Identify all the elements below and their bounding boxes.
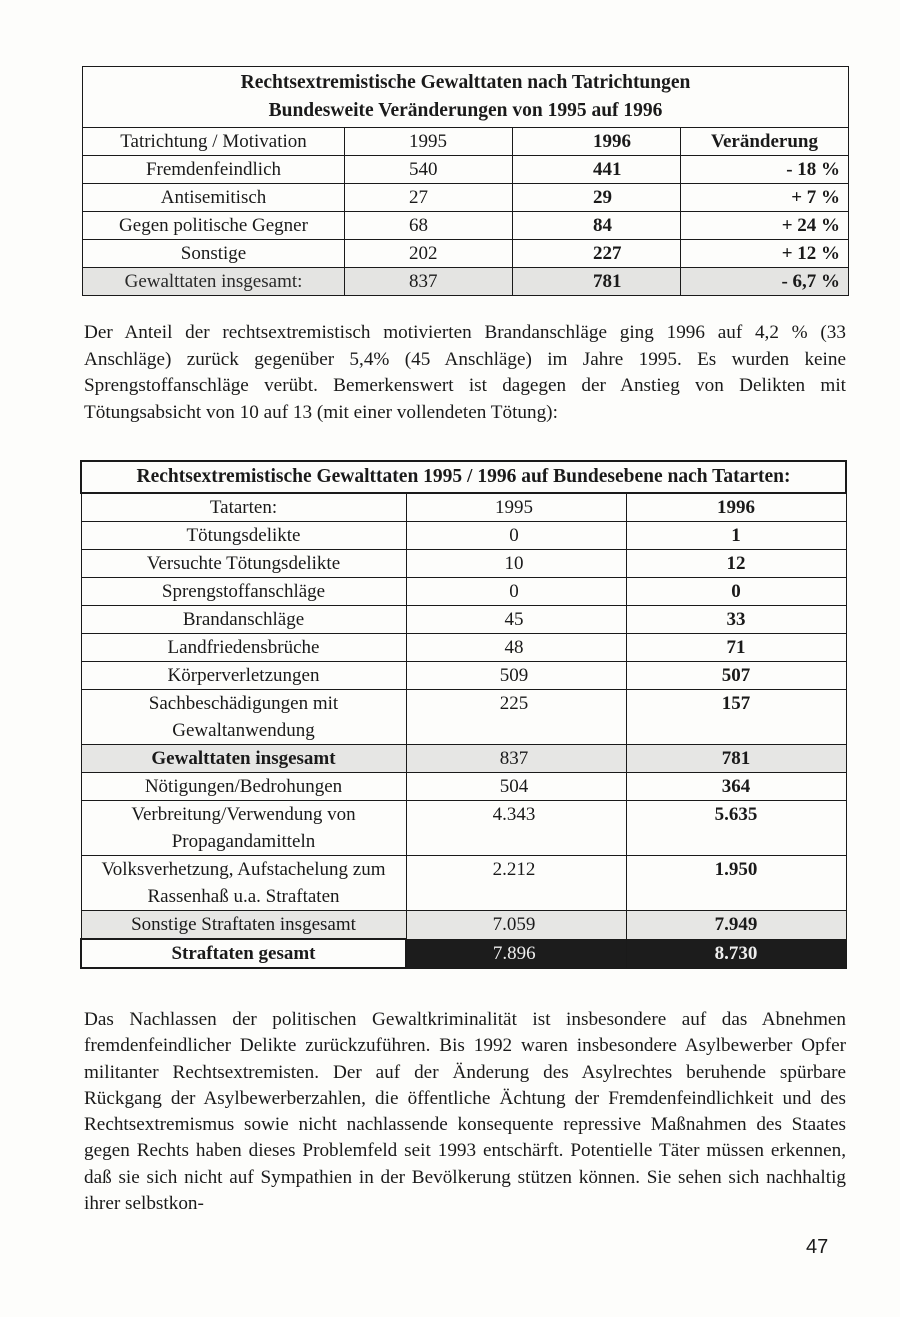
table-cell: 0 [406,522,626,550]
table-cell: 540 [345,156,513,184]
table-cell: Tötungsdelikte [81,522,406,550]
page-number: 47 [806,1236,829,1258]
table-title-row [81,461,846,493]
table-title-line-2: Bundesweite Veränderungen von 1995 auf 1996 [268,100,663,121]
table-cell: 781 [626,745,846,773]
table-cell: 837 [406,745,626,773]
table-title: Rechtsextremistische Gewalttaten 1995 / 1996 auf Bundesebene nach Tatarten: [81,461,846,493]
table-cell: Antisemitisch [83,184,345,212]
body-paragraph-2: Das Nachlassen der politischen Gewaltkriminalität ist insbesondere auf das Abnehmen fremdenfeindlicher Delikte zurückzuführen. Bis 1992 waren insbesondere Asylbewerber Opfer militanter Rechtsextremisten. Der auf der Änderung des Asylrechtes beruhende spürbare Rückgang der Asylbewerberzahlen, die öffentliche Ächtung der Fremdenfeindlichkeit und des Rechtsextremismus sowie nicht nachlassende konsequente repressive Maßnahmen des Staates gegen Rechts haben dieses Problemfeld seit 1993 entschärft. Potentielle Täter müssen erkennen, daß sie sich nicht auf Sympathien in der Bevölkerung stützen können. Sie sehen sich nachhaltig ihrer selbstkon- [84,1009,846,1215]
table-cell: Fremdenfeindlich [83,156,345,184]
table-cell: Sonstige [83,240,345,268]
table-row [81,801,846,856]
table-row [81,606,846,634]
table-violence-by-offense [80,460,847,969]
table-cell: 781 [513,268,681,296]
table-cell: 12 [626,550,846,578]
table-cell: Sachbeschädigungen mit Gewaltanwendung [81,690,406,745]
table-cell: 227 [513,240,681,268]
table-cell: 68 [345,212,513,240]
table-cell: + 24 % [681,212,849,240]
table-title [83,67,849,128]
table-cell: - 18 % [681,156,849,184]
header-cell: Tatrichtung / Motivation [83,128,345,156]
table-cell: + 7 % [681,184,849,212]
header-cell: Tatarten: [81,493,406,522]
table-row [83,212,849,240]
table-cell: 225 [406,690,626,745]
table-cell: 1.950 [626,856,846,911]
table-cell: Gegen politische Gegner [83,212,345,240]
table-cell: Straftaten gesamt [81,939,406,968]
table-cell: Landfriedensbrüche [81,634,406,662]
table-title-row [83,67,849,128]
table-row [81,522,846,550]
table-row [81,773,846,801]
header-cell: 1995 [406,493,626,522]
table-row [83,240,849,268]
table-cell: 364 [626,773,846,801]
header-cell: 1996 [513,128,681,156]
table-cell: 7.949 [626,911,846,940]
table-violence-by-motivation [82,66,849,296]
table-header-row [83,128,849,156]
table-header-row [81,493,846,522]
table-cell: 71 [626,634,846,662]
table-cell: Brandanschläge [81,606,406,634]
table-cell: 507 [626,662,846,690]
table-row [83,184,849,212]
table-cell: Nötigungen/Bedrohungen [81,773,406,801]
table-cell: Verbreitung/Verwendung von Propagandamitteln [81,801,406,856]
table-subtotal-row [81,911,846,940]
table-cell: 7.059 [406,911,626,940]
table-cell: Sonstige Straftaten insgesamt [81,911,406,940]
table-row [81,634,846,662]
table-cell: Körperverletzungen [81,662,406,690]
table-title-line-1: Rechtsextremistische Gewalttaten nach Tatrichtungen [240,72,691,93]
table-cell: 8.730 [626,939,846,968]
table-subtotal-row [81,745,846,773]
table-cell: 4.343 [406,801,626,856]
header-cell: 1996 [626,493,846,522]
table-cell: 0 [626,578,846,606]
table-row [83,156,849,184]
table-cell: 10 [406,550,626,578]
table-cell: - 6,7 % [681,268,849,296]
table-cell: 7.896 [406,939,626,968]
table-cell: 5.635 [626,801,846,856]
table-row [81,690,846,745]
table-cell: 29 [513,184,681,212]
header-cell: Veränderung [681,128,849,156]
table-cell: Versuchte Tötungsdelikte [81,550,406,578]
table-cell: 2.212 [406,856,626,911]
table-cell: 509 [406,662,626,690]
table-cell: 48 [406,634,626,662]
table-cell: Sprengstoffanschläge [81,578,406,606]
table-cell: 1 [626,522,846,550]
table-row [81,662,846,690]
table-cell: 504 [406,773,626,801]
table-cell: Gewalttaten insgesamt [81,745,406,773]
table-cell: + 12 % [681,240,849,268]
table-cell: 0 [406,578,626,606]
table-cell: 202 [345,240,513,268]
table-cell: 27 [345,184,513,212]
body-paragraph-1: Der Anteil der rechtsextremistisch motivierten Brandanschläge ging 1996 auf 4,2 % (33 Anschläge) zurück gegenüber 5,4% (45 Anschläge) im Jahre 1995. Es wurden keine Sprengstoffanschläge verübt. Bemerkenswert ist dagegen der Anstieg von Delikten mit Tötungsabsicht von 10 auf 13 (mit einer vollendeten Tötung): [84,322,846,423]
table-cell: 84 [513,212,681,240]
table-cell: 45 [406,606,626,634]
table-cell: Gewalttaten insgesamt: [83,268,345,296]
table-cell: 441 [513,156,681,184]
table-row [81,578,846,606]
table-row [81,856,846,911]
table-row [81,550,846,578]
table-cell: 33 [626,606,846,634]
table-cell: 837 [345,268,513,296]
table-total-row [83,268,849,296]
table-cell: 157 [626,690,846,745]
table-grand-total-row [81,939,846,968]
header-cell: 1995 [345,128,513,156]
table-cell: Volksverhetzung, Aufstachelung zum Rassenhaß u.a. Straftaten [81,856,406,911]
